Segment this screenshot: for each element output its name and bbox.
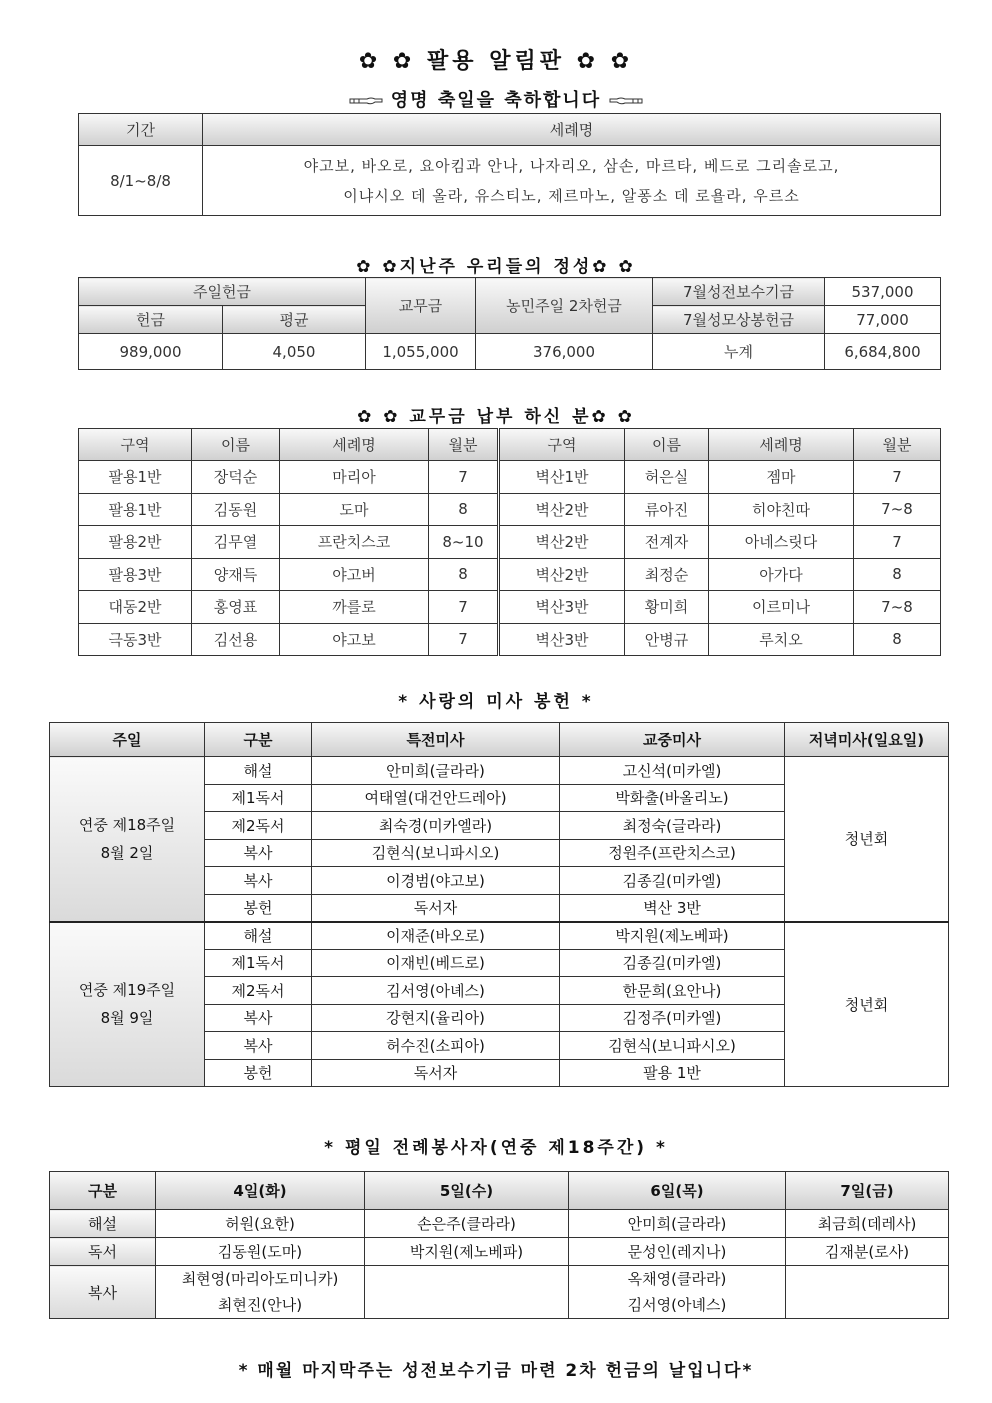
main-cell: 김정주(미카엘) bbox=[560, 1004, 785, 1032]
weekday-cell bbox=[365, 1266, 569, 1319]
cash-value: 989,000 bbox=[79, 334, 223, 370]
role-cell: 제2독서 bbox=[205, 812, 312, 840]
table-row bbox=[50, 1210, 949, 1238]
cumulative-label: 누계 bbox=[653, 334, 825, 370]
dues-cell: 야고보 bbox=[280, 623, 429, 656]
dues-col-district-2: 구역 bbox=[499, 429, 625, 461]
weekday-cell: 김재분(로사) bbox=[786, 1238, 949, 1266]
role-cell: 제2독서 bbox=[205, 977, 312, 1005]
table-row bbox=[79, 493, 941, 526]
dues-cell: 7~8 bbox=[854, 591, 941, 624]
week-19-cell bbox=[50, 922, 205, 1087]
table-row bbox=[79, 623, 941, 656]
dues-cell: 안병규 bbox=[625, 623, 709, 656]
server-name: 최현진(안나) bbox=[217, 1296, 303, 1314]
table-row bbox=[79, 591, 941, 624]
average-header: 평균 bbox=[223, 306, 366, 334]
weekday-cell bbox=[786, 1266, 949, 1319]
mass-section-title: * 사랑의 미사 봉헌 * bbox=[398, 692, 594, 712]
vigil-cell: 독서자 bbox=[312, 894, 560, 922]
main-cell: 정원주(프란치스코) bbox=[560, 839, 785, 867]
vigil-cell: 이재준(바오로) bbox=[312, 922, 560, 950]
mass-col-evening: 저녁미사(일요일) bbox=[785, 723, 949, 757]
dues-cell: 팔용1반 bbox=[79, 461, 192, 494]
dues-cell: 아가다 bbox=[709, 558, 854, 591]
mass-col-role: 구분 bbox=[205, 723, 312, 757]
dues-cell: 최정순 bbox=[625, 558, 709, 591]
weekday-cell: 박지원(제노베파) bbox=[365, 1238, 569, 1266]
week-18-evening: 청년회 bbox=[785, 757, 949, 922]
role-cell: 봉헌 bbox=[205, 1059, 312, 1087]
week-18-date: 8월 2일 bbox=[100, 843, 154, 862]
table-row bbox=[50, 1238, 949, 1266]
weekday-cell: 김동원(도마) bbox=[156, 1238, 365, 1266]
dues-cell: 홍영표 bbox=[192, 591, 280, 624]
role-cell: 독서 bbox=[50, 1238, 156, 1266]
farmers-second-value: 376,000 bbox=[476, 334, 653, 370]
dues-col-baptismal-name-2: 세례명 bbox=[709, 429, 854, 461]
weekday-cell bbox=[156, 1266, 365, 1319]
dues-cell: 양재득 bbox=[192, 558, 280, 591]
dues-cell: 마리아 bbox=[280, 461, 429, 494]
dues-cell: 까를로 bbox=[280, 591, 429, 624]
dues-section-title: ✿ ✿ 교무금 납부 하신 분✿ ✿ bbox=[357, 407, 635, 427]
table-row bbox=[50, 1266, 949, 1319]
main-cell: 고신석(미카엘) bbox=[560, 757, 785, 785]
dues-cell: 팔용3반 bbox=[79, 558, 192, 591]
role-cell: 해설 bbox=[205, 922, 312, 950]
farmers-second-header: 농민주일 2차헌금 bbox=[476, 278, 653, 334]
dues-cell: 벽산2반 bbox=[499, 526, 625, 559]
parish-fund-header: 교무금 bbox=[366, 278, 476, 334]
footer-note: * 매월 마지막주는 성전보수기금 마련 2차 헌금의 날입니다* bbox=[238, 1361, 754, 1381]
dues-col-months-2: 월분 bbox=[854, 429, 941, 461]
week-19-date: 8월 9일 bbox=[100, 1009, 154, 1028]
dues-cell: 8 bbox=[429, 558, 499, 591]
dues-cell: 7~8 bbox=[854, 493, 941, 526]
dues-cell: 벽산3반 bbox=[499, 591, 625, 624]
feast-names bbox=[203, 146, 941, 216]
average-value: 4,050 bbox=[223, 334, 366, 370]
mass-table bbox=[49, 722, 949, 1087]
weekday-col-thu: 6일(목) bbox=[569, 1172, 786, 1210]
dues-col-district: 구역 bbox=[79, 429, 192, 461]
col-header-period: 기간 bbox=[79, 114, 203, 146]
vigil-cell: 김서영(아녜스) bbox=[312, 977, 560, 1005]
dues-cell: 프란치스코 bbox=[280, 526, 429, 559]
role-cell: 해설 bbox=[50, 1210, 156, 1238]
server-name: 옥채영(클라라) bbox=[627, 1270, 727, 1288]
vigil-cell: 강현지(율리아) bbox=[312, 1004, 560, 1032]
role-cell: 복사 bbox=[205, 839, 312, 867]
dues-cell: 벽산2반 bbox=[499, 558, 625, 591]
weekday-col-wed: 5일(수) bbox=[365, 1172, 569, 1210]
weekday-cell: 안미희(글라라) bbox=[569, 1210, 786, 1238]
page-title: ✿ ✿ 팔용 알림판 ✿ ✿ bbox=[358, 49, 634, 74]
weekday-section-title: * 평일 전례봉사자(연중 제18주간) * bbox=[324, 1138, 668, 1158]
offering-section-title: ✿ ✿지난주 우리들의 정성✿ ✿ bbox=[356, 257, 636, 277]
role-cell: 복사 bbox=[205, 1032, 312, 1060]
dues-cell: 루치오 bbox=[709, 623, 854, 656]
july-mary-offering-label: 7월성모상봉헌금 bbox=[653, 306, 825, 334]
dues-col-baptismal-name: 세례명 bbox=[280, 429, 429, 461]
dues-cell: 벽산1반 bbox=[499, 461, 625, 494]
table-row bbox=[50, 922, 949, 950]
main-cell: 한문희(요안나) bbox=[560, 977, 785, 1005]
dues-cell: 7 bbox=[429, 591, 499, 624]
vigil-cell: 허수진(소피아) bbox=[312, 1032, 560, 1060]
dues-cell: 장덕순 bbox=[192, 461, 280, 494]
server-name: 김서영(아녜스) bbox=[627, 1296, 727, 1314]
dues-cell: 7 bbox=[854, 526, 941, 559]
dues-cell: 8 bbox=[854, 623, 941, 656]
role-cell: 복사 bbox=[205, 1004, 312, 1032]
feast-subtitle: 영명 축일을 축하합니다 bbox=[390, 90, 602, 111]
role-cell: 제1독서 bbox=[205, 949, 312, 977]
hand-pointing-left-icon bbox=[609, 96, 643, 106]
table-row bbox=[79, 461, 941, 494]
weekday-col-tue: 4일(화) bbox=[156, 1172, 365, 1210]
week-19-evening: 청년회 bbox=[785, 922, 949, 1087]
role-cell: 복사 bbox=[50, 1266, 156, 1319]
main-cell: 벽산 3반 bbox=[560, 894, 785, 922]
role-cell: 복사 bbox=[205, 867, 312, 895]
vigil-cell: 안미희(글라라) bbox=[312, 757, 560, 785]
week-19-label: 연중 제19주일 bbox=[78, 981, 176, 1000]
dues-cell: 황미희 bbox=[625, 591, 709, 624]
weekday-col-fri: 7일(금) bbox=[786, 1172, 949, 1210]
dues-cell: 김선용 bbox=[192, 623, 280, 656]
role-cell: 제1독서 bbox=[205, 784, 312, 812]
main-cell: 김종길(미카엘) bbox=[560, 949, 785, 977]
main-cell: 김현식(보니파시오) bbox=[560, 1032, 785, 1060]
weekday-cell: 손은주(클라라) bbox=[365, 1210, 569, 1238]
parish-fund-value: 1,055,000 bbox=[366, 334, 476, 370]
vigil-cell: 이경범(야고보) bbox=[312, 867, 560, 895]
mass-col-sunday: 주일 bbox=[50, 723, 205, 757]
dues-cell: 이르미나 bbox=[709, 591, 854, 624]
dues-cell: 아네스릿다 bbox=[709, 526, 854, 559]
dues-cell: 히야친따 bbox=[709, 493, 854, 526]
table-row bbox=[79, 558, 941, 591]
week-18-cell bbox=[50, 757, 205, 922]
weekday-cell: 허원(요한) bbox=[156, 1210, 365, 1238]
weekday-cell bbox=[569, 1266, 786, 1319]
feast-period: 8/1~8/8 bbox=[79, 146, 203, 216]
week-18-label: 연중 제18주일 bbox=[78, 815, 176, 834]
feast-table bbox=[78, 113, 941, 216]
dues-cell: 류아진 bbox=[625, 493, 709, 526]
july-mary-offering-value: 77,000 bbox=[825, 306, 941, 334]
dues-cell: 전계자 bbox=[625, 526, 709, 559]
dues-col-name: 이름 bbox=[192, 429, 280, 461]
dues-cell: 팔용1반 bbox=[79, 493, 192, 526]
vigil-cell: 독서자 bbox=[312, 1059, 560, 1087]
vigil-cell: 최숙경(미카엘라) bbox=[312, 812, 560, 840]
dues-cell: 8 bbox=[854, 558, 941, 591]
vigil-cell: 이재빈(베드로) bbox=[312, 949, 560, 977]
mass-col-vigil: 특전미사 bbox=[312, 723, 560, 757]
dues-col-months: 월분 bbox=[429, 429, 499, 461]
cash-header: 헌금 bbox=[79, 306, 223, 334]
hand-pointing-right-icon bbox=[349, 96, 383, 106]
dues-cell: 벽산2반 bbox=[499, 493, 625, 526]
role-cell: 봉헌 bbox=[205, 894, 312, 922]
dues-cell: 도마 bbox=[280, 493, 429, 526]
vigil-cell: 여태열(대건안드레아) bbox=[312, 784, 560, 812]
dues-cell: 허은실 bbox=[625, 461, 709, 494]
dues-table bbox=[78, 428, 941, 656]
dues-cell: 극동3반 bbox=[79, 623, 192, 656]
table-row bbox=[79, 526, 941, 559]
table-row bbox=[50, 757, 949, 785]
dues-cell: 야고버 bbox=[280, 558, 429, 591]
dues-cell: 8 bbox=[429, 493, 499, 526]
weekday-cell: 최금희(데레사) bbox=[786, 1210, 949, 1238]
dues-cell: 김동원 bbox=[192, 493, 280, 526]
dues-cell: 7 bbox=[429, 623, 499, 656]
dues-cell: 대동2반 bbox=[79, 591, 192, 624]
dues-cell: 젬마 bbox=[709, 461, 854, 494]
main-cell: 박지원(제노베파) bbox=[560, 922, 785, 950]
main-cell: 김종길(미카엘) bbox=[560, 867, 785, 895]
col-header-baptismal-name: 세례명 bbox=[203, 114, 941, 146]
server-name: 최현영(마리아도미니카) bbox=[181, 1270, 339, 1288]
dues-cell: 7 bbox=[854, 461, 941, 494]
dues-cell: 김무열 bbox=[192, 526, 280, 559]
dues-cell: 7 bbox=[429, 461, 499, 494]
weekday-col-role: 구분 bbox=[50, 1172, 156, 1210]
dues-cell: 벽산3반 bbox=[499, 623, 625, 656]
main-cell: 최정숙(글라라) bbox=[560, 812, 785, 840]
dues-col-name-2: 이름 bbox=[625, 429, 709, 461]
offering-table bbox=[78, 277, 941, 370]
vigil-cell: 김현식(보니파시오) bbox=[312, 839, 560, 867]
july-repair-fund-value: 537,000 bbox=[825, 278, 941, 306]
cumulative-value: 6,684,800 bbox=[825, 334, 941, 370]
dues-cell: 팔용2반 bbox=[79, 526, 192, 559]
mass-col-main: 교중미사 bbox=[560, 723, 785, 757]
role-cell: 해설 bbox=[205, 757, 312, 785]
july-repair-fund-label: 7월성전보수기금 bbox=[653, 278, 825, 306]
weekday-cell: 문성인(레지나) bbox=[569, 1238, 786, 1266]
dues-cell: 8~10 bbox=[429, 526, 499, 559]
main-cell: 박화출(바올리노) bbox=[560, 784, 785, 812]
feast-names-line1: 야고보, 바오로, 요아킴과 안나, 나자리오, 삼손, 마르타, 베드로 그리솔로고, bbox=[303, 156, 840, 175]
weekday-table bbox=[49, 1171, 949, 1319]
main-cell: 팔용 1반 bbox=[560, 1059, 785, 1087]
feast-names-line2: 이냐시오 데 올라, 유스티노, 제르마노, 알퐁소 데 로욜라, 우르소 bbox=[343, 186, 800, 205]
sunday-collection-header: 주일헌금 bbox=[79, 278, 366, 306]
subtitle-row bbox=[0, 86, 992, 112]
